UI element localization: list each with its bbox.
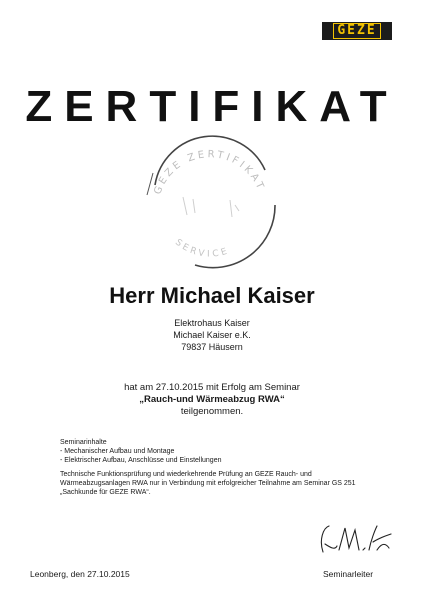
svg-text:SERVICE bbox=[173, 238, 231, 260]
seminar-title: „Rauch-und Wärmeabzug RWA“ bbox=[139, 394, 285, 405]
embossed-seal-icon bbox=[135, 125, 285, 270]
contents-item: - Mechanischer Aufbau und Montage bbox=[60, 448, 175, 455]
seal-bottom-text: SERVICE bbox=[173, 237, 232, 260]
place-and-date: Leonberg, den 27.10.2015 bbox=[30, 569, 130, 579]
recipient-owner: Michael Kaiser e.K. bbox=[173, 330, 251, 340]
logo-text: GEZE bbox=[333, 23, 380, 39]
seminar-outro: teilgenommen. bbox=[180, 406, 244, 417]
recipient-city: 79837 Häusern bbox=[181, 342, 243, 352]
certificate-title: ZERTIFIKAT bbox=[25, 82, 399, 131]
recipient-company: Elektrohaus Kaiser bbox=[174, 318, 250, 328]
recipient-name: Herr Michael Kaiser bbox=[109, 283, 315, 308]
seal-top-text: GEZE ZERTIFIKAT bbox=[152, 149, 267, 197]
seminar-intro: hat am 27.10.2015 mit Erfolg am Seminar bbox=[124, 382, 300, 393]
technical-note: Technische Funktionsprüfung und wiederkehrende Prüfung an GEZE Rauch- und Wärmeabzugsanlagen RWA nur in Verbindung mit erfolgreicher Teilnahme am Seminar GS 251 „Sachkunde für GEZE RWA“. bbox=[60, 471, 356, 496]
signer-role: Seminarleiter bbox=[323, 569, 374, 579]
contents-item: - Elektrischer Aufbau, Anschlüsse und Einstellungen bbox=[60, 457, 222, 464]
geze-logo bbox=[322, 22, 392, 40]
contents-heading: Seminarinhalte bbox=[60, 439, 107, 446]
handwritten-signature bbox=[315, 520, 395, 560]
